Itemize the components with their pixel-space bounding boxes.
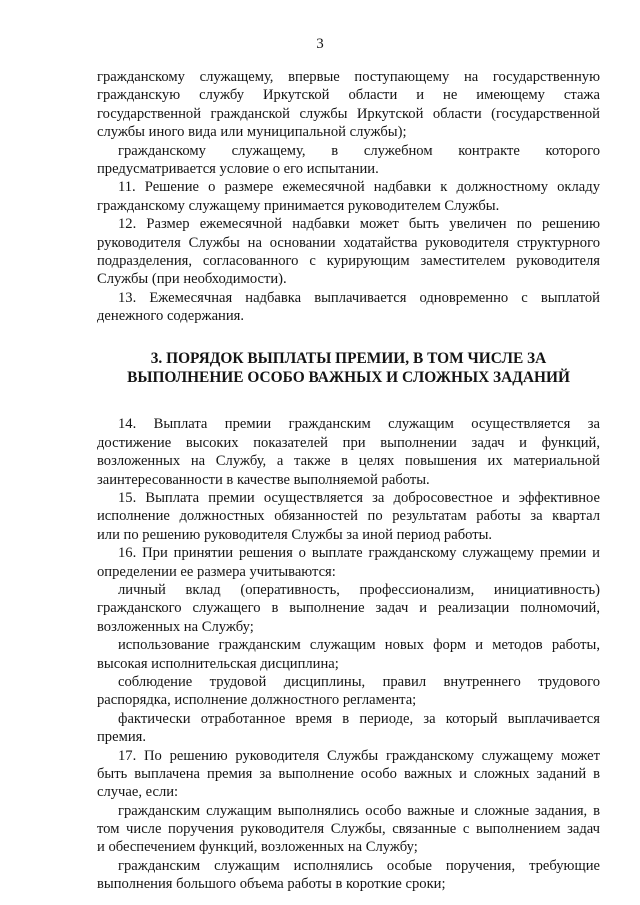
paragraph — [97, 215, 600, 289]
section-after-heading — [97, 415, 600, 893]
text-line: государственной гражданской службы Иркутской области (государственной — [97, 105, 600, 122]
text-line: гражданским служащим исполнялись особые поручения, требующие — [118, 857, 600, 874]
text-line: службы иного вида или муниципальной службы); — [97, 124, 407, 141]
text-line: 17. По решению руководителя Службы гражданскому служащему может — [118, 747, 600, 764]
text-line: предусматривается условие о его испытании. — [97, 160, 379, 177]
paragraph — [97, 415, 600, 489]
paragraph — [97, 489, 600, 544]
text-line: том числе поручения руководителя Службы, связанные с выполнением задач — [97, 821, 600, 838]
text-line: премия. — [97, 729, 146, 746]
text-line: возложенных на Службу, а также в целях повышения их материальной — [97, 453, 600, 470]
text-line: случае, если: — [97, 784, 179, 801]
paragraph — [97, 544, 600, 581]
text-line: соблюдение трудовой дисциплины, правил внутреннего трудового — [118, 673, 600, 690]
text-line: гражданскому служащему, в служебном контракте которого — [118, 142, 600, 159]
text-line: распорядка, исполнение должностного регламента; — [97, 692, 417, 709]
text-line: и обеспечением функций, возложенных на Службу; — [97, 839, 418, 856]
text-line: руководителя Службы на основании ходатайства руководителя структурного — [97, 234, 600, 251]
paragraph — [97, 142, 600, 179]
section-before-heading — [97, 68, 600, 325]
paragraph — [97, 289, 600, 326]
text-line: гражданскому служащему принимается руководителем Службы. — [97, 197, 500, 214]
document-body — [97, 68, 600, 894]
text-line: подразделения, согласованного с курирующим заместителем руководителя — [97, 252, 600, 269]
paragraph — [97, 710, 600, 747]
text-line: выполнения большого объема работы в короткие сроки; — [97, 876, 446, 893]
section-heading-line: ВЫПОЛНЕНИЕ ОСОБО ВАЖНЫХ И СЛОЖНЫХ ЗАДАНИЙ — [127, 369, 570, 387]
page-number: 3 — [316, 36, 324, 52]
section-heading — [97, 349, 600, 387]
text-line: 15. Выплата премии осуществляется за добросовестное и эффективное — [118, 490, 600, 507]
text-line: гражданскую службу Иркутской области и не имеющему стажа — [97, 87, 600, 104]
section-heading-line: 3. ПОРЯДОК ВЫПЛАТЫ ПРЕМИИ, В ТОМ ЧИСЛЕ ЗА — [150, 350, 547, 368]
text-line: достижение высоких показателей при выполнении задач и функций, — [97, 434, 600, 451]
paragraph — [97, 178, 600, 215]
text-line: исполнение должностных обязанностей по результатам работы за квартал — [97, 508, 600, 525]
text-line: фактически отработанное время в периоде, за который выплачивается — [118, 710, 600, 727]
text-line: гражданского служащего в выполнение задач и реализации полномочий, — [97, 600, 600, 617]
text-line: гражданскому служащему, впервые поступающему на государственную — [97, 69, 600, 85]
paragraph — [97, 802, 600, 857]
text-line: Службы (при необходимости). — [97, 271, 287, 288]
text-line: гражданским служащим выполнялись особо важные и сложные задания, в — [118, 802, 600, 819]
paragraph — [97, 747, 600, 802]
text-line: заинтересованности в качестве выполняемой работы. — [97, 471, 430, 488]
paragraph — [97, 857, 600, 894]
paragraph — [97, 673, 600, 710]
text-line: быть выплачена премия за выполнение особо важных и сложных заданий в — [97, 765, 600, 782]
paragraph — [97, 636, 600, 673]
text-line: определении ее размера учитываются: — [97, 563, 336, 580]
paragraph — [97, 581, 600, 636]
text-line: 13. Ежемесячная надбавка выплачивается одновременно с выплатой — [118, 289, 600, 306]
text-line: денежного содержания. — [97, 308, 245, 325]
paragraph — [97, 68, 600, 142]
text-line: высокая исполнительская дисциплина; — [97, 655, 339, 672]
text-line: 16. При принятии решения о выплате гражданскому служащему премии и — [118, 545, 600, 562]
text-line: 11. Решение о размере ежемесячной надбавки к должностному окладу — [118, 179, 600, 196]
text-line: 14. Выплата премии гражданским служащим осуществляется за — [118, 416, 600, 433]
text-line: возложенных на Службу; — [97, 618, 254, 635]
text-line: 12. Размер ежемесячной надбавки может быть увеличен по решению — [118, 216, 600, 233]
text-line: использование гражданским служащим новых форм и методов работы, — [118, 637, 600, 654]
text-line: или по решению руководителя Службы за иной период работы. — [97, 526, 493, 543]
text-line: личный вклад (оперативность, профессионализм, инициативность) — [118, 581, 600, 598]
